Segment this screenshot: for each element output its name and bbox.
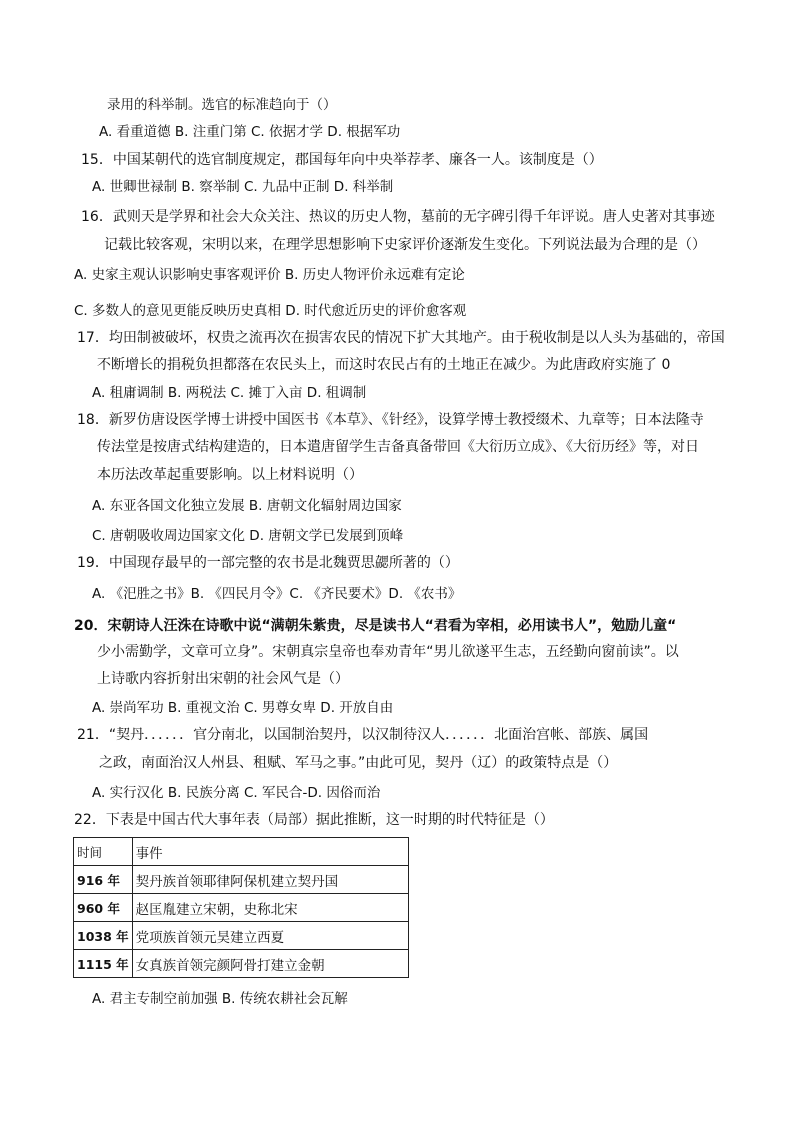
table-row (74, 866, 409, 894)
table-header-row (74, 838, 409, 866)
q21-options: A. 实行汉化 B. 民族分离 C. 军民合-D. 因俗而治 (92, 785, 381, 801)
q20-options: A. 崇尚军功 B. 重视文治 C. 男尊女卑 D. 开放自由 (92, 700, 394, 716)
header-event: 事件 (132, 838, 408, 866)
q16-stem-line1: 16．武则天是学界和社会大众关注、热议的历史人物，墓前的无字碑引得千年评说。唐人史著对其事迹 (81, 209, 715, 225)
header-year: 时间 (74, 838, 133, 866)
q18-stem-line3: 本历法改革起重要影响。以上材料说明（） (97, 467, 363, 483)
q16-stem-line2: 记载比较客观，宋明以来，在理学思想影响下史家评价逐渐发生变化。下列说法最为合理的是（） (104, 237, 706, 253)
q18-stem-line2: 传法堂是按唐式结构建造的，日本遣唐留学生吉备真备带回《大衍历立成》、《大衍历经》等，对日 (97, 439, 699, 455)
q16-options-cd: C. 多数人的意见更能反映历史真相 D. 时代愈近历史的评价愈客观 (74, 303, 467, 319)
q21-stem-line2: 之政，南面治汉人州县、租赋、军马之事。”由此可见，契丹（辽）的政策特点是（） (99, 755, 618, 771)
q18-options-ab: A. 东亚各国文化独立发展 B. 唐朝文化辐射周边国家 (92, 498, 402, 514)
q19-options: A. 《汜胜之书》B. 《四民月令》C. 《齐民要术》D. 《农书》 (92, 586, 462, 602)
q14-stem-continued: 录用的科举制。选官的标准趋向于（） (107, 97, 337, 113)
table-row (74, 894, 409, 922)
q21-stem-line1: 21．“契丹．．．．．．官分南北，以国制治契丹，以汉制待汉人．．．．．．北面治宫帐、部族、属国 (77, 727, 649, 743)
q20-stem-line1: 20．宋朝诗人汪洙在诗歌中说“满朝朱紫贵，尽是读书人“君看为宰相，必用读书人”，勉励儿童“ (74, 618, 677, 634)
q18-stem-line1: 18．新罗仿唐设医学博士讲授中国医书《本草》、《针经》，设算学博士教授缀术、九章等；日本法隆寺 (77, 412, 704, 428)
q18-options-cd: C. 唐朝吸收周边国家文化 D. 唐朝文学已发展到顶峰 (92, 528, 404, 544)
events-table (73, 837, 409, 978)
row-event: 赵匡胤建立宋朝，史称北宋 (132, 894, 408, 922)
row-event: 契丹族首领耶律阿保机建立契丹国 (132, 866, 408, 894)
table-row (74, 950, 409, 978)
q17-stem-line1: 17．均田制被破坏，权贵之流再次在损害农民的情况下扩大其地产。由于税收制是以人头为基础的，帝国 (77, 330, 725, 346)
row-year: 1115 年 (74, 950, 133, 978)
q17-stem-line2: 不断增长的捐税负担都落在农民头上，而这时农民占有的土地正在减少。为此唐政府实施了 0 (97, 357, 671, 373)
q22-stem: 22．下表是中国古代大事年表（局部）据此推断，这一时期的时代特征是（） (74, 812, 554, 828)
q20-stem-line2: 少小需勤学，文章可立身”。宋朝真宗皇帝也奉劝青年“男儿欲遂平生志，五经勤向窗前读”。以 (97, 644, 679, 660)
row-year: 1038 年 (74, 922, 133, 950)
q17-options: A. 租庸调制 B. 两税法 C. 摊丁入亩 D. 租调制 (92, 385, 367, 401)
q20-stem-line3: 上诗歌内容折射出宋朝的社会风气是（） (97, 671, 349, 687)
q16-options-ab: A. 史家主观认识影响史事客观评价 B. 历史人物评价永远难有定论 (74, 267, 465, 283)
q14-options: A. 看重道德 B. 注重门第 C. 依据才学 D. 根据军功 (99, 124, 401, 140)
table-row (74, 922, 409, 950)
q22-options: A. 君主专制空前加强 B. 传统农耕社会瓦解 (92, 991, 348, 1007)
row-year: 960 年 (74, 894, 133, 922)
row-event: 女真族首领完颜阿骨打建立金朝 (132, 950, 408, 978)
q15-options: A. 世卿世禄制 B. 察举制 C. 九品中正制 D. 科举制 (92, 179, 394, 195)
row-year: 916 年 (74, 866, 133, 894)
q15-stem: 15．中国某朝代的选官制度规定，郡国每年向中央举荐孝、廉各一人。该制度是（） (81, 152, 603, 168)
q19-stem: 19．中国现存最早的一部完整的农书是北魏贾思勰所著的（） (77, 555, 459, 571)
row-event: 党项族首领元昊建立西夏 (132, 922, 408, 950)
